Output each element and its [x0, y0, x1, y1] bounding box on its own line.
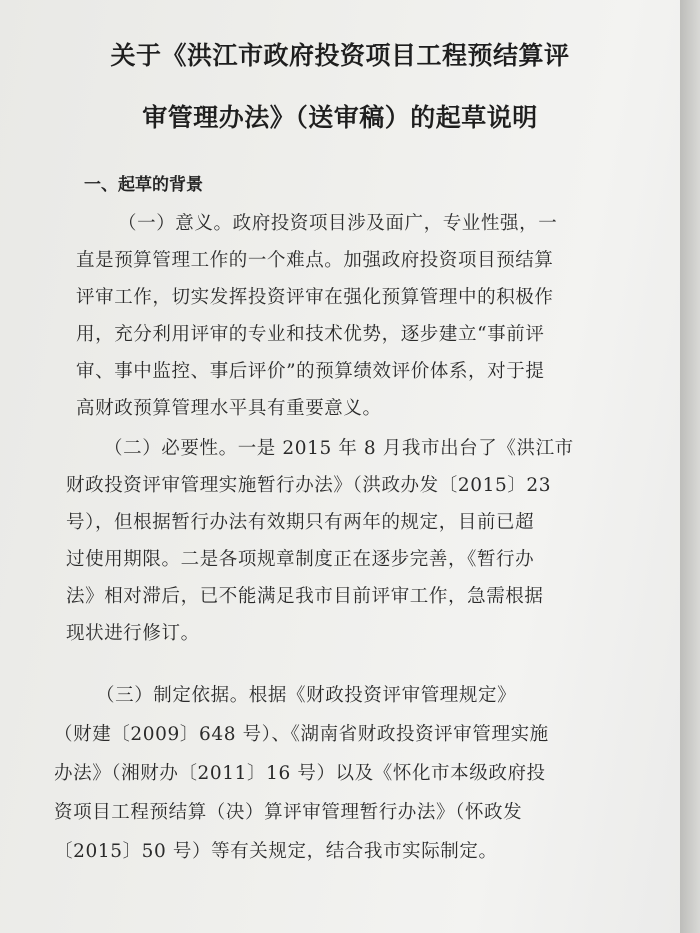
paragraph-3-line-1: （三）制定依据。根据《财政投资评审管理规定》: [96, 685, 517, 706]
paragraph-1-line-3: 评审工作，切实发挥投资评审在强化预算管理中的积极作: [76, 287, 554, 308]
paragraph-1-line-4: 用，充分利用评审的专业和技术优势，逐步建立“事前评: [76, 324, 545, 345]
paragraph-2-line-1: （二）必要性。一是 2015 年 8 月我市出台了《洪江市: [104, 438, 574, 459]
page-edge-shadow: [680, 0, 700, 933]
paragraph-1-line-6: 高财政预算管理水平具有重要意义。: [76, 398, 382, 419]
paragraph-3-line-5: 〔2015〕50 号）等有关规定，结合我市实际制定。: [54, 841, 498, 862]
paragraph-1-line-5: 审、事中监控、事后评价”的预算绩效评价体系，对于提: [76, 361, 545, 382]
paragraph-1-line-2: 直是预算管理工作的一个难点。加强政府投资项目预结算: [76, 250, 554, 271]
paragraph-2-line-5: 法》相对滞后，已不能满足我市目前评审工作，急需根据: [66, 586, 544, 607]
document-title-line-1: 关于《洪江市政府投资项目工程预结算评: [110, 41, 570, 70]
paragraph-2-line-3: 号），但根据暂行办法有效期只有两年的规定，目前已超: [66, 512, 535, 533]
paragraph-2-line-2: 财政投资评审管理实施暂行办法》（洪政办发〔2015〕23: [66, 475, 552, 496]
paragraph-3-line-2: （财建〔2009〕648 号）、《湖南省财政投资评审管理实施: [54, 724, 549, 745]
paragraph-1-line-1: （一）意义。政府投资项目涉及面广，专业性强，一: [118, 213, 558, 234]
paragraph-3-line-3: 办法》（湘财办〔2011〕16 号）以及《怀化市本级政府投: [54, 763, 546, 784]
paragraph-2-line-6: 现状进行修订。: [66, 623, 200, 644]
paragraph-3-line-4: 资项目工程预结算（决）算评审管理暂行办法》（怀政发: [54, 802, 523, 823]
paragraph-2-line-4: 过使用期限。二是各项规章制度正在逐步完善，《暂行办: [66, 549, 535, 570]
section-heading-background: 一、起草的背景: [84, 175, 203, 195]
document-title-line-2: 审管理办法》（送审稿）的起草说明: [142, 103, 538, 132]
